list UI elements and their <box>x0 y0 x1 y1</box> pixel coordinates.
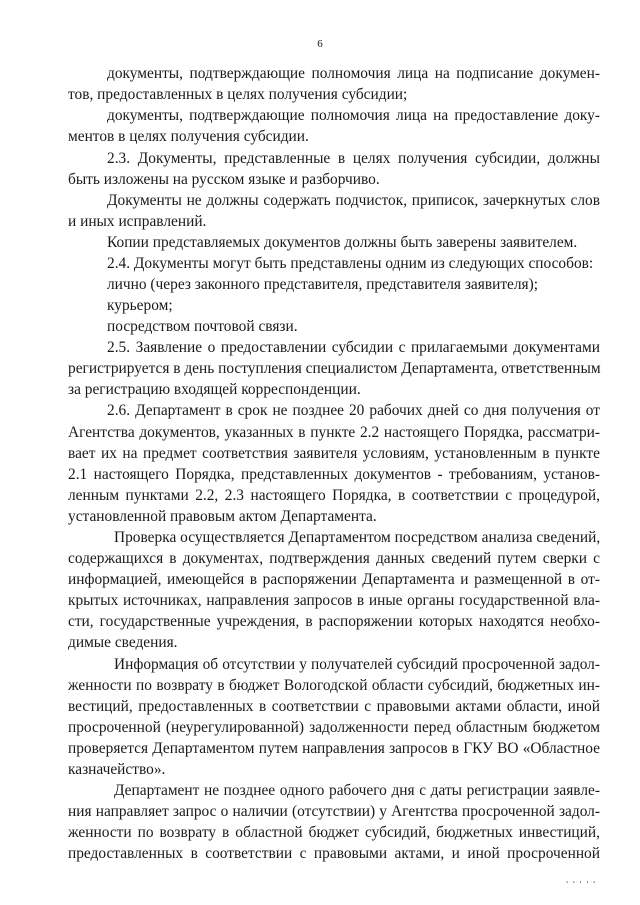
text-line: димые сведения. <box>68 634 178 651</box>
text-line: регистрируется в день поступления специалистом Департамента, ответственным <box>68 360 601 377</box>
text-line: предоставленных в соответствии с правовыми актами, и иной просроченной <box>68 845 600 862</box>
text-line: Агентства документов, указанных в пункте 2.2 настоящего Порядка, рассматри- <box>68 424 600 441</box>
text-line: Копии представляемых документов должны быть заверены заявителем. <box>107 234 578 251</box>
page-number: 6 <box>317 38 323 50</box>
text-line: 2.5. Заявление о предоставлении субсидии с прилагаемыми документами <box>107 339 600 356</box>
text-line: документы, подтверждающие полномочия лица на подписание докумен- <box>107 65 600 82</box>
text-line: посредством почтовой связи. <box>107 318 298 335</box>
text-line: установленной правовым актом Департамента. <box>68 508 377 525</box>
corner-marks: ' ' ' ' ' <box>566 880 597 889</box>
text-line: и иных исправлений. <box>68 213 207 230</box>
text-line: Информация об отсутствии у получателей субсидий просроченной задол- <box>114 656 600 673</box>
text-line: крытых источниках, направления запросов в иные органы государственной вла- <box>68 592 600 609</box>
text-line: проверяется Департаментом путем направления запросов в ГКУ ВО «Областное <box>68 740 600 757</box>
text-line: лично (через законного представителя, представителя заявителя); <box>107 276 539 293</box>
text-line: женности по возврату в областной бюджет субсидий, бюджетных инвестиций, <box>68 824 600 841</box>
text-line: Проверка осуществляется Департаментом посредством анализа сведений, <box>114 529 601 546</box>
text-line: 2.3. Документы, представленные в целях получения субсидии, должны <box>107 150 600 167</box>
text-line: быть изложены на русском языке и разборчиво. <box>68 171 380 188</box>
text-line: за регистрацию входящей корреспонденции. <box>68 381 361 398</box>
text-line: документы, подтверждающие полномочия лица на предоставление доку- <box>107 107 600 124</box>
text-line: содержащихся в документах, подтверждения данных сведений путем сверки с <box>68 550 600 567</box>
text-line: ния направляет запрос о наличии (отсутствии) у Агентства просроченной задол- <box>68 803 600 820</box>
text-line: тов, предоставленных в целях получения субсидии; <box>68 86 408 103</box>
text-line: 2.6. Департамент в срок не позднее 20 рабочих дней со дня получения от <box>107 402 600 419</box>
text-line: вестиций, предоставленных в соответствии с правовыми актами области, иной <box>68 698 600 715</box>
text-line: женности по возврату в бюджет Вологодской области субсидий, бюджетных ин- <box>68 677 600 694</box>
text-line: сти, государственные учреждения, в распоряжении которых находятся необхо- <box>68 613 600 630</box>
text-line: 2.4. Документы могут быть представлены одним из следующих способов: <box>107 255 594 272</box>
text-line: Документы не должны содержать подчисток, приписок, зачеркнутых слов <box>107 192 600 209</box>
text-line: ленным пунктами 2.2, 2.3 настоящего Порядка, в соответствии с процедурой, <box>68 487 600 504</box>
text-line: 2.1 настоящего Порядка, представленных документов - требованиям, установ- <box>68 466 600 483</box>
text-line: просроченной (неурегулированной) задолженности перед областным бюджетом <box>68 719 600 736</box>
text-line: курьером; <box>107 297 173 314</box>
text-line: Департамент не позднее одного рабочего дня с даты регистрации заявле- <box>114 782 600 799</box>
text-line: казначейство». <box>68 761 166 778</box>
text-line: информацией, имеющейся в распоряжении Департамента и размещенной в от- <box>68 571 600 588</box>
text-line: вает их на предмет соответствия заявителя условиям, установленным в пункте <box>68 445 600 462</box>
text-line: ментов в целях получения субсидии. <box>68 128 309 145</box>
